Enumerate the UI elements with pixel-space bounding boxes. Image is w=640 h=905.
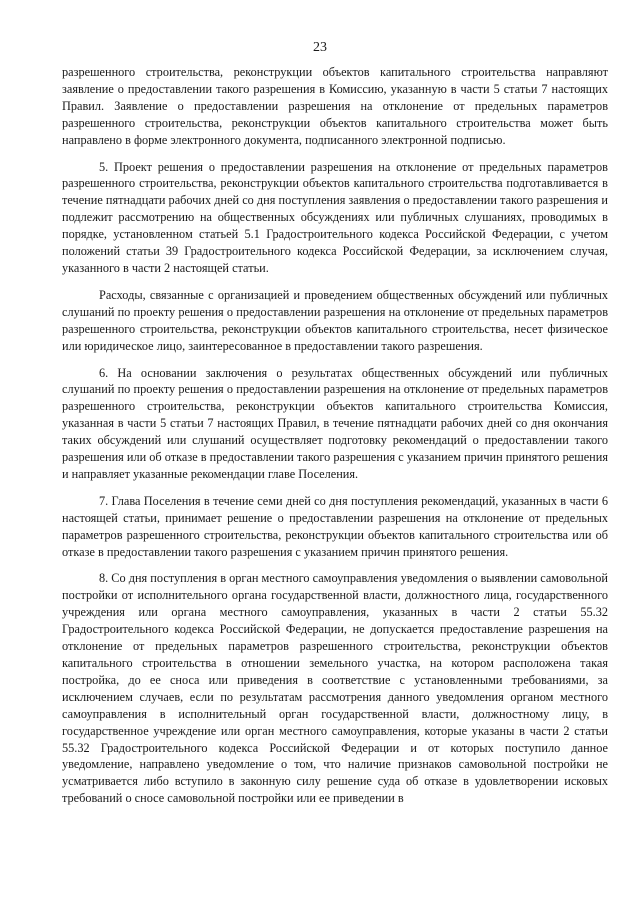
paragraph-continuation: разрешенного строительства, реконструкции объектов капитального строительства направляют заявление о предоставлении такого разрешения в Комиссию, указанную в части 5 статьи 7 настоящих Правил. Заявление о предоставлении разрешения на отклонение от предельных параметров разрешенного строительства, реконструкции объектов капитального строительства может быть направлено в форме электронного документа, подписанного электронной подписью.	[62, 65, 608, 147]
paragraph-7: 7. Глава Поселения в течение семи дней со дня поступления рекомендаций, указанных в части 6 настоящей статьи, принимает решение о предоставлении разрешения на отклонение от предельных параметров разрешенного строительства, реконструкции объектов капитального строительства или об отказе в предоставлении такого разрешения с указанием причин принятого решения.	[62, 493, 608, 559]
document-body	[62, 64, 608, 817]
paragraph-8: 8. Со дня поступления в орган местного самоуправления уведомления о выявлении самовольной постройки от исполнительного органа государственной власти, должностного лица, государственного учреждения или органа местного самоуправления, указанных в части 2 статьи 55.32 Градостроительного кодекса Российской Федерации, не допускается предоставление разрешения на отклонение от предельных параметров разрешенного строительства, реконструкции объектов капитального строительства в отношении земельного участка, на котором расположена такая постройка, до ее сноса или приведения в соответствие с установленными требованиями, за исключением случаев, если по результатам рассмотрения данного уведомления органом местного самоуправления в исполнительный орган государственной власти, должностному лицу, в государственное учреждение или орган местного самоуправления, которые указаны в части 2 статьи 55.32 Градостроительного кодекса Российской Федерации и от которых поступило данное уведомление, направлено уведомление о том, что наличие признаков самовольной постройки не усматривается либо вступило в законную силу решение суда об отказе в удовлетворении исковых требований о сносе самовольной постройки или ее приведении в	[62, 571, 608, 806]
page-number: 23	[313, 40, 327, 55]
paragraph-6: 6. На основании заключения о результатах общественных обсуждений или публичных слушаний по проекту решения о предоставлении разрешения на отклонение от предельных параметров разрешенного строительства, реконструкции объектов капитального строительства Комиссия, указанная в части 5 статьи 7 настоящих Правил, в течение пятнадцати рабочих дней со дня окончания таких обсуждений или слушаний осуществляет подготовку рекомендаций о предоставлении такого разрешения или об отказе в предоставлении такого разрешения с указанием причин принятого решения и направляет указанные рекомендации главе Поселения.	[62, 365, 608, 481]
paragraph-5: 5. Проект решения о предоставлении разрешения на отклонение от предельных параметров разрешенного строительства, реконструкции объектов капитального строительства подготавливается в течение пятнадцати рабочих дней со дня поступления заявления о предоставлении такого разрешения и подлежит рассмотрению на общественных обсуждениях или публичных слушаниях, проводимых в порядке, установленном статьей 5.1 Градостроительного кодекса Российской Федерации, с учетом положений статьи 39 Градостроительного кодекса Российской Федерации, за исключением случая, указанного в части 2 настоящей статьи.	[62, 159, 608, 275]
paragraph-expenses: Расходы, связанные с организацией и проведением общественных обсуждений или публичных слушаний по проекту решения о предоставлении разрешения на отклонение от предельных параметров разрешенного строительства, реконструкции объектов капитального строительства, несет физическое или юридическое лицо, заинтересованное в предоставлении такого разрешения.	[62, 287, 608, 353]
